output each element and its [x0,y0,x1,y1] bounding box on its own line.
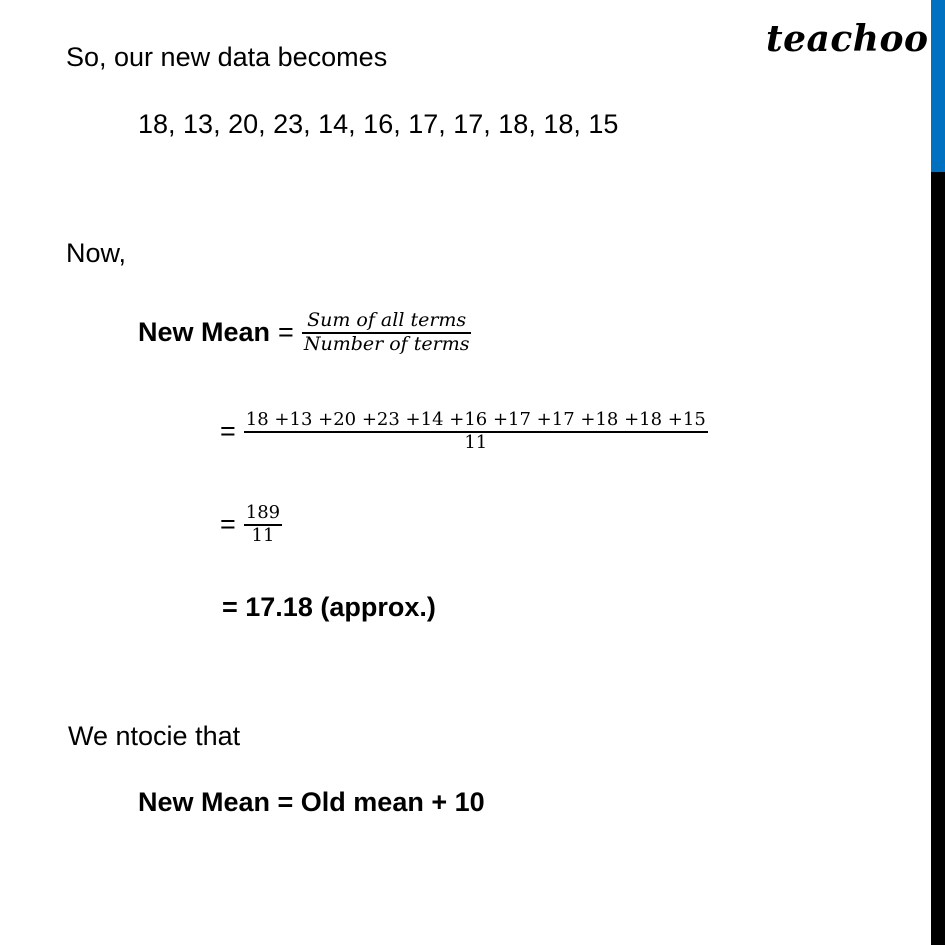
formula-fraction [302,310,472,356]
mean-formula [138,310,471,356]
step-total-equals: = [220,509,236,540]
intro-text: So, our new data becomes [66,42,388,72]
formula-denominator: Number of terms [303,332,470,355]
result-text: = 17.18 (approx.) [222,592,436,622]
step-sum [220,410,708,453]
sidebar-bar [931,172,945,945]
step-total-numerator: 189 [245,502,281,523]
step-sum-numerator: 18 +13 +20 +23 +14 +16 +17 +17 +18 +18 +15 [245,409,706,430]
step-sum-denominator: 11 [464,431,488,453]
formula-lhs: New Mean [138,317,271,348]
now-label: Now, [66,238,127,268]
step-total [220,503,282,546]
formula-numerator: Sum of all terms [307,309,467,331]
step-sum-fraction [244,410,708,453]
data-list: 18, 13, 20, 23, 14, 16, 17, 17, 18, 18, 15 [138,109,619,139]
teachoo-logo: teachoo [766,18,929,60]
conclusion-text: New Mean = Old mean + 10 [138,787,485,817]
accent-bar [931,0,945,172]
step-total-fraction [244,503,282,546]
step-sum-equals: = [220,416,236,447]
step-total-denominator: 11 [251,524,275,546]
formula-equals: = [278,317,294,348]
notice-text: We ntocie that [68,721,241,751]
